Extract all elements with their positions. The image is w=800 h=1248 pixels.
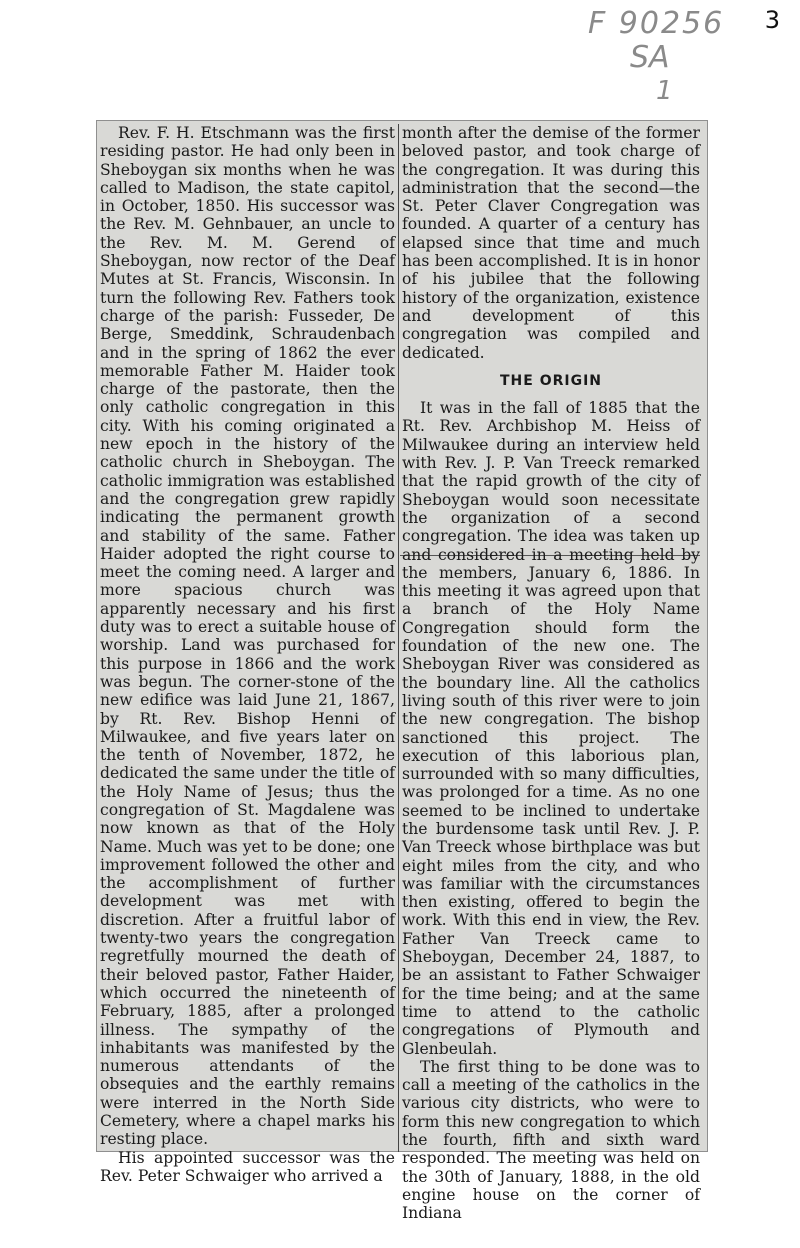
section-heading-origin: THE ORIGIN	[499, 372, 602, 389]
handwritten-code: SA	[630, 40, 670, 75]
handwritten-call-number: F 90256	[588, 6, 725, 41]
handwritten-sub: 1	[656, 76, 673, 106]
paragraph-continuation: month after the demise of the former beloved pastor, and took charge of the congregation. It was during this administration that the second—the St. Peter Claver Congregation was founded. A quarter of a century has elapsed since that time and much has been accomplished. It is in honor of his jubilee that the following history of the organization, existence and development of this congregation was compiled and dedicated.	[402, 124, 700, 362]
page-number: 3	[764, 6, 780, 34]
column-rule	[398, 124, 399, 1152]
paragraph-successor: His appointed successor was the Rev. Peter Schwaiger who arrived a	[100, 1148, 395, 1185]
paragraph-origin: It was in the fall of 1885 that the Rt. Rev. Archbishop M. Heiss of Milwaukee during an interview held with Rev. J. P. Van Treeck remarked that the rapid growth of the city of Sheboygan would soon necessitate the organization of a second congregation. The idea was taken up and considered in a meeting held by the members, January 6, 1886. In this meeting it was agreed upon that a branch of the Holy Name Congregation should form the foundation of the new one. The Sheboygan River was considered as the boundary line. All the catholics living south of this river were to join the new congregation. The bishop sanctioned this project. The execution of this laborious plan, surrounded with so many difficulties, was prolonged for a time. As no one seemed to be inclined to undertake the burdensome task until Rev. J. P. Van Treeck whose birthplace was but eight miles from the city, and who was familiar with the circumstances then existing, offered to begin the work. With this end in view, the Rev. Father Van Treeck came to Sheboygan, December 24, 1887, to be an assistant to Father Schwaiger for the time being; and at the same time to attend to the catholic congregations of Plymouth and Glenbeulah.	[402, 399, 700, 1058]
article-left-column	[100, 124, 395, 1185]
article-right-column	[402, 124, 700, 1223]
paragraph-first-meeting: The first thing to be done was to call a meeting of the catholics in the various city districts, who were to form this new congregation to which the fourth, fifth and sixth ward responded. The meeting was held on the 30th of January, 1888, in the old engine house on the corner of Indiana	[402, 1057, 700, 1223]
paragraph-pastors: Rev. F. H. Etschmann was the first residing pastor. He had only been in Sheboygan six months when he was called to Madison, the state capitol, in October, 1850. His successor was the Rev. M. Gehnbauer, an uncle to the Rev. M. M. Gerend of Sheboygan, now rector of the Deaf Mutes at St. Francis, Wisconsin. In turn the following Rev. Fathers took charge of the parish: Fusseder, De Berge, Smeddink, Schraudenbach and in the spring of 1862 the ever memorable Father M. Haider took charge of the pastorate, then the only catholic congregation in this city. With his coming originated a new epoch in the history of the catholic church in Sheboygan. The catholic immigration was established and the congregation grew rapidly indicating the permanent growth and stability of the same. Father Haider adopted the right course to meet the coming need. A larger and more spacious church was apparently necessary and his first duty was to erect a suitable house of worship. Land was purchased for this purpose in 1866 and the work was begun. The corner-stone of the new edifice was laid June 21, 1867, by Rt. Rev. Bishop Henni of Milwaukee, and five years later on the tenth of November, 1872, he dedicated the same under the title of the Holy Name of Jesus; thus the congregation of St. Magdalene was now known as that of the Holy Name. Much was yet to be done; one improvement followed the other and the accomplishment of further development was met with discretion. After a fruitful labor of twenty-two years the congregation regretfully mourned the death of their beloved pastor, Father Haider, which occurred the nineteenth of February, 1885, after a prolonged illness. The sympathy of the inhabitants was manifested by the numerous attendants of the obsequies and the earthly remains were interred in the North Side Cemetery, where a chapel marks his resting place.	[100, 124, 395, 1149]
